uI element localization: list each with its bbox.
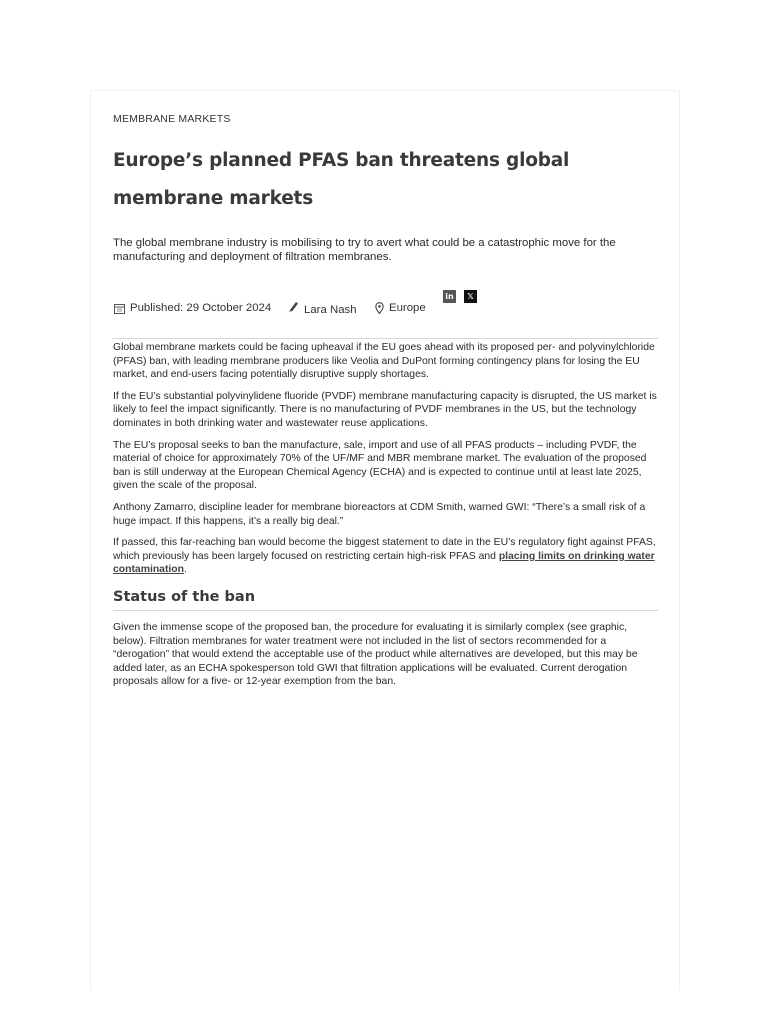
- section-heading: Status of the ban: [113, 588, 256, 605]
- publish-date: [114, 302, 271, 314]
- publish-date-label: Published: 29 October 2024: [130, 302, 272, 314]
- body-paragraph: If the EU’s substantial polyvinylidene fluoride (PVDF) membrane manufacturing capacity is disrupted, the US market is likely to feel the impact significantly. There is no manufacturing of PVDF membranes in the US, but the technology dominates in both drinking water and wastewater reuse applications.: [113, 390, 657, 429]
- location-label[interactable]: Europe: [389, 302, 426, 314]
- article-title: [113, 142, 658, 218]
- x-icon[interactable]: 𝕏: [464, 290, 477, 303]
- article-standfirst: The global membrane industry is mobilising to try to avert what could be a catastrophic move for the manufacturing and deployment of filtration membranes.: [113, 237, 616, 263]
- author[interactable]: [288, 300, 357, 316]
- body-paragraph-text: If passed, this far-reaching ban would become the biggest statement to date in the EU’s regulatory fight against PFAS, which previously has been largely focused on restricting certain high-risk PFAS and: [113, 537, 656, 562]
- body-paragraph-end: .: [184, 564, 187, 576]
- article-title-line-2: membrane markets: [113, 188, 314, 209]
- body-paragraph: [113, 536, 658, 577]
- drinking-water-limits-link[interactable]: placing limits on drinking water contamination: [113, 550, 655, 576]
- body-paragraph: Anthony Zamarro, discipline leader for membrane bioreactors at CDM Smith, warned GWI: “There’s a small risk of a huge impact. If this happens, it’s a really big deal.”: [113, 501, 646, 527]
- linkedin-icon[interactable]: in: [443, 290, 456, 303]
- pen-icon: [288, 300, 299, 312]
- body-paragraph: Global membrane markets could be facing upheaval if the EU goes ahead with its proposed per- and polyvinylchloride (PFAS) ban, with leading membrane producers like Veolia and DuPont forming contingency plans for losing the EU market, and end-users facing potentially disruptive supply shortages.: [113, 342, 655, 381]
- article-content: [113, 113, 658, 697]
- article-body: [113, 341, 658, 689]
- map-pin-icon: [375, 302, 384, 314]
- meta-divider: [113, 338, 658, 339]
- share-buttons: [443, 290, 477, 303]
- section-divider: [113, 610, 658, 611]
- body-paragraph: The EU’s proposal seeks to ban the manufacture, sale, import and use of all PFAS products – including PVDF, the material of choice for approximately 70% of the UF/MF and MBR membrane market. The evaluation of the proposed ban is still underway at the European Chemical Agency (ECHA) and is expected to continue until at least late 2025, given the scale of the proposal.: [113, 439, 647, 492]
- body-paragraph: Given the immense scope of the proposed ban, the procedure for evaluating it is similarly complex (see graphic, below). Filtration membranes for water treatment were not included in the list of sectors recommended for a “derogation” that would extend the acceptable use of the product while alternatives are developed, but this may be added later, as an ECHA spokesperson told GWI that filtration applications will be evaluated. Current derogation proposals allow for a five- or 12-year exemption from the ban.: [113, 621, 638, 688]
- author-name[interactable]: Lara Nash: [304, 304, 357, 316]
- article-category[interactable]: MEMBRANE MARKETS: [113, 113, 231, 125]
- article-title-line-1: Europe’s planned PFAS ban threatens global: [113, 150, 570, 171]
- article-meta: [113, 278, 658, 338]
- location[interactable]: [375, 302, 426, 314]
- calendar-icon: [114, 303, 125, 314]
